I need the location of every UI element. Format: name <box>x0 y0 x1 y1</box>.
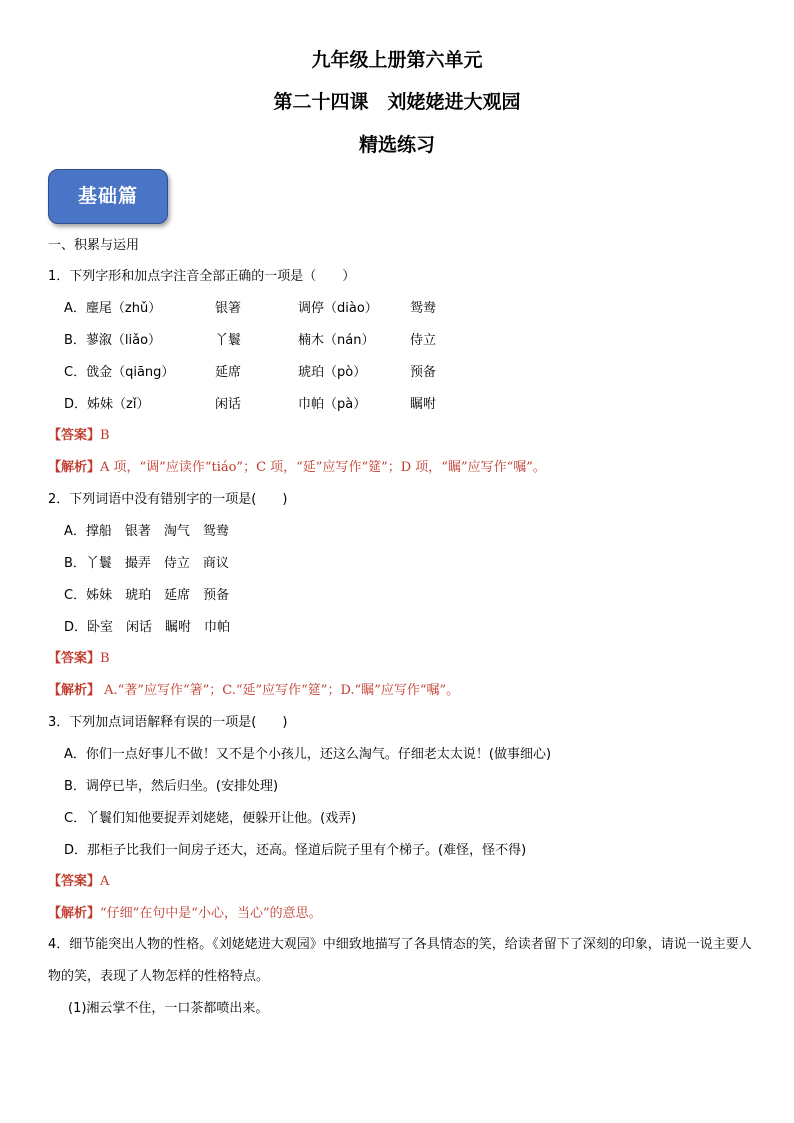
question-2-option-d: D．卧室 闲话 瞩咐 巾帕 <box>64 620 231 635</box>
question-3-option-b: B．调停已毕，然后归坐。(安排处理) <box>64 779 279 794</box>
question-2-option-a: A．撑船 银著 淘气 鸳鸯 <box>64 524 229 539</box>
question-3-option-d: D．那柜子比我们一间房子还大，还高。怪道后院子里有个梯子。(难怪，怪不得) <box>64 843 527 858</box>
option-b-item-4: 侍立 <box>410 333 437 348</box>
section-heading: 一、积累与运用 <box>48 238 140 253</box>
answer-tag: 【答案】 <box>48 651 101 666</box>
question-4-sub-1: (1)湘云掌不住，一口茶都喷出来。 <box>68 1001 269 1016</box>
analysis-text: A 项，“调”应读作“tiáo”；C 项，“延”应写作“筵”；D 项，“瞩”应写作“嘱”。 <box>100 460 546 475</box>
question-2-answer <box>48 650 110 668</box>
option-a-item-3: 调停（diào） <box>298 301 378 316</box>
page-title: 九年级上册第六单元 <box>311 49 483 71</box>
question-3-answer <box>48 873 109 891</box>
option-c-item-2: 延席 <box>215 365 242 380</box>
answer-tag: 【答案】 <box>48 874 101 889</box>
question-1-answer <box>48 427 110 445</box>
analysis-tag: 【解析】 <box>48 683 101 698</box>
question-3-analysis <box>48 905 322 923</box>
question-3-stem: 3．下列加点词语解释有误的一项是( ) <box>48 715 288 730</box>
question-2-analysis <box>48 682 459 700</box>
question-1-analysis <box>48 459 546 477</box>
question-3-option-a: A．你们一点好事儿不做！又不是个小孩儿，还这么淘气。仔细老太太说！(做事细心) <box>64 747 552 762</box>
question-1-stem: 1．下列字形和加点字注音全部正确的一项是（ ） <box>48 269 356 284</box>
lesson-title: 第二十四课 刘姥姥进大观园 <box>273 91 521 113</box>
option-d-item-1: D．姊妹（zǐ） <box>64 397 150 412</box>
answer-value: A <box>100 874 110 889</box>
option-c-item-4: 预备 <box>410 365 437 380</box>
answer-value: B <box>100 428 110 443</box>
option-d-item-3: 巾帕（pà） <box>298 397 367 412</box>
answer-tag: 【答案】 <box>48 428 101 443</box>
option-c-item-3: 琥珀（pò） <box>298 365 367 380</box>
exercise-title: 精选练习 <box>358 134 435 156</box>
analysis-tag: 【解析】 <box>48 906 101 921</box>
question-2-option-b: B．丫鬟 撮弄 侍立 商议 <box>64 556 229 571</box>
question-2-stem: 2．下列词语中没有错别字的一项是( ) <box>48 492 288 507</box>
option-a-item-4: 鸳鸯 <box>410 301 437 316</box>
option-d-item-2: 闲话 <box>215 397 242 412</box>
basic-section-badge: 基础篇 <box>48 169 168 224</box>
question-4-stem: 4．细节能突出人物的性格。《刘姥姥进大观园》中细致地描写了各具情态的笑，给读者留下了深刻的印象，请说一说主要人物的笑，表现了人物怎样的性格特点。 <box>48 937 752 984</box>
option-c-item-1: C．戗金（qiāng） <box>64 365 175 380</box>
analysis-text: A.“著”应写作“箸”；C.“延”应写作“筵”；D.“瞩”应写作“嘱”。 <box>100 683 460 698</box>
analysis-tag: 【解析】 <box>48 460 101 475</box>
answer-value: B <box>100 651 110 666</box>
option-a-item-1: A．麈尾（zhǔ） <box>64 301 162 316</box>
option-d-item-4: 瞩咐 <box>410 397 437 412</box>
question-2-option-c: C．姊妹 琥珀 延席 预备 <box>64 588 230 603</box>
option-a-item-2: 银箸 <box>215 301 242 316</box>
option-b-item-3: 楠木（nán） <box>298 333 375 348</box>
analysis-text: “仔细”在句中是“小心，当心”的意思。 <box>100 906 322 921</box>
question-3-option-c: C．丫鬟们知他要捉弄刘姥姥，便躲开让他。(戏弄) <box>64 811 357 826</box>
option-b-item-2: 丫鬟 <box>215 333 242 348</box>
option-b-item-1: B．蓼溆（liǎo） <box>64 333 162 348</box>
